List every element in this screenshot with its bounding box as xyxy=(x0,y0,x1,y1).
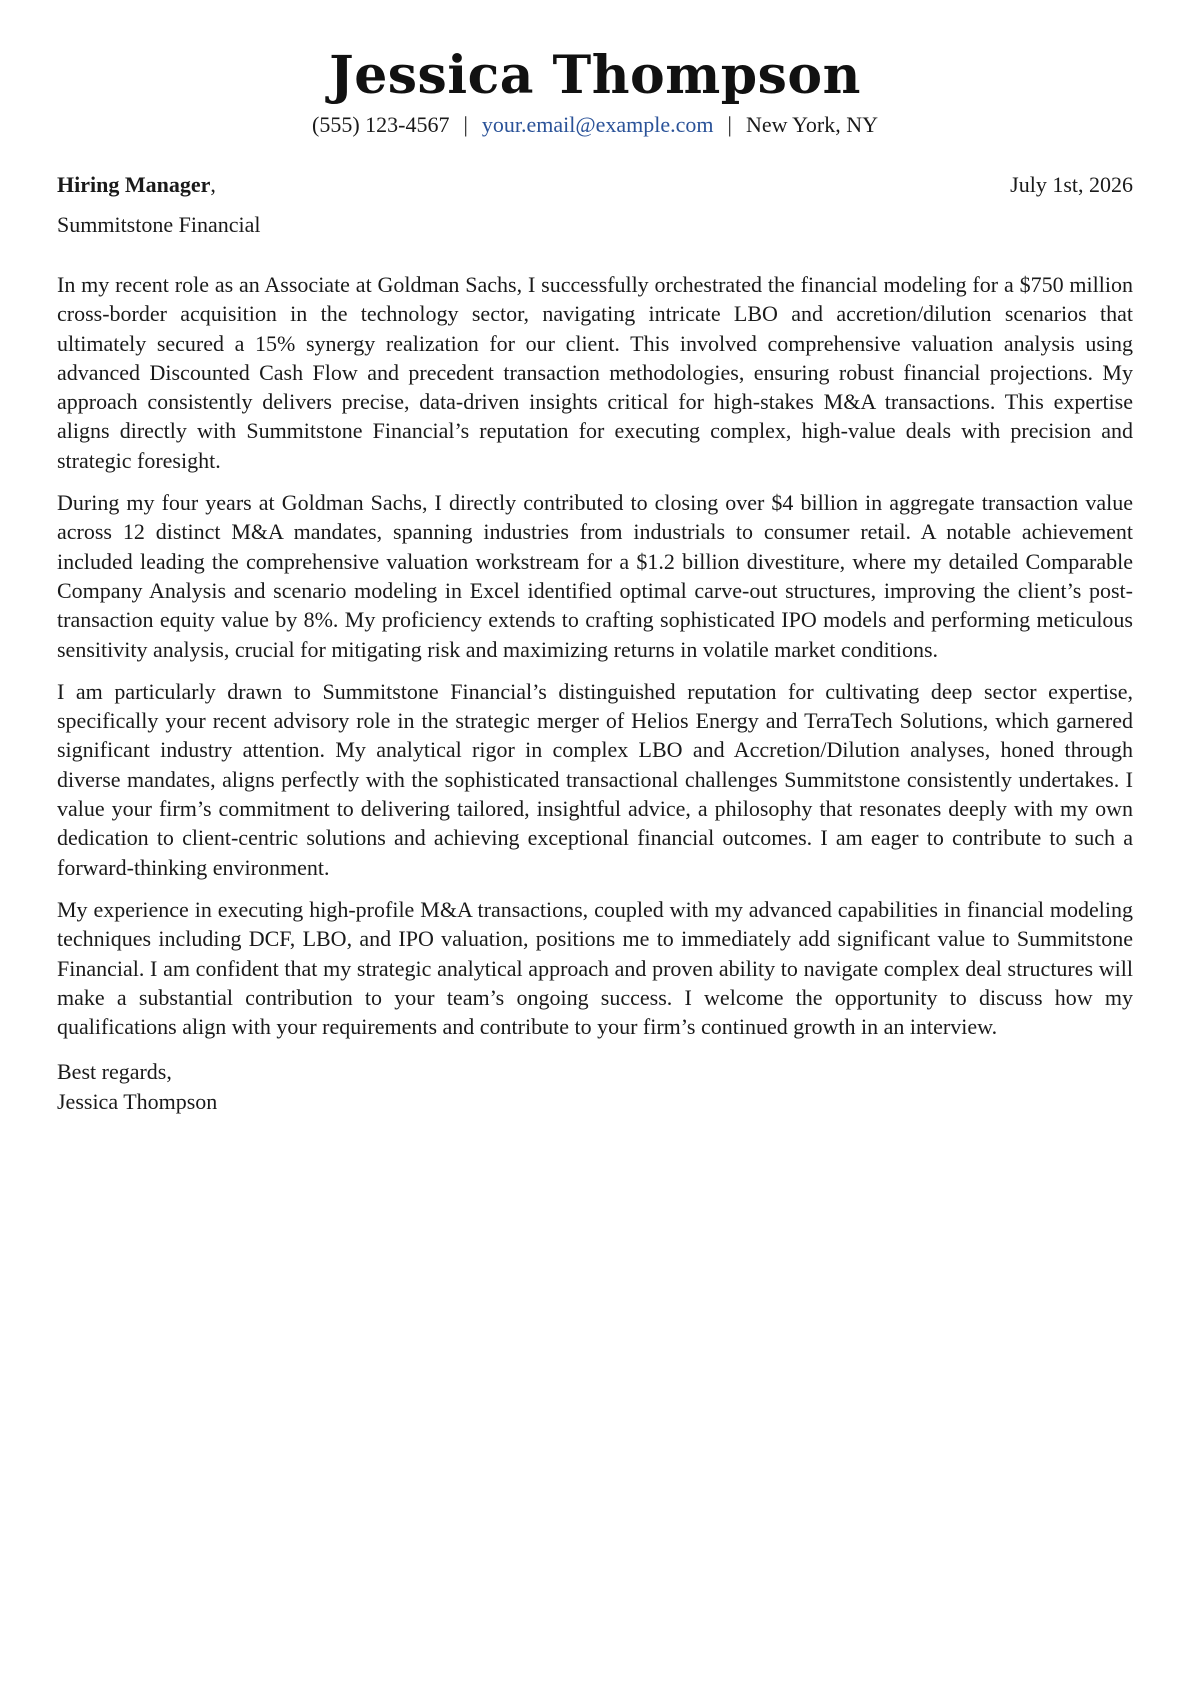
email-link[interactable]: your.email@example.com xyxy=(481,112,714,137)
recipient xyxy=(57,170,216,200)
body-paragraph: In my recent role as an Associate at Goldman Sachs, I successfully orchestrated the financial modeling for a $750 million cross-border acquisition in the technology sector, navigating intricate LBO and accretion/dilution scenarios that ultimately secured a 15% synergy realization for our client. This involved comprehensive valuation analysis using advanced Discounted Cash Flow and precedent transaction methodologies, ensuring robust financial projections. My approach consistently delivers precise, data-driven insights critical for high-stakes M&A transactions. This expertise aligns directly with Summitstone Financial’s reputation for executing complex, high-value deals with precision and strategic foresight. xyxy=(57,272,1133,473)
body-paragraph: I am particularly drawn to Summitstone Financial’s distinguished reputation for cultivating deep sector expertise, specifically your recent advisory role in the strategic merger of Helios Energy and TerraTech Solutions, which garnered significant industry attention. My analytical rigor in complex LBO and Accretion/Dilution analyses, honed through diverse mandates, aligns perfectly with the sophisticated transactional challenges Summitstone consistently undertakes. I value your firm’s commitment to delivering tailored, insightful advice, a philosophy that resonates deeply with my own dedication to client-centric solutions and achieving exceptional financial outcomes. I am eager to contribute to such a forward-thinking environment. xyxy=(57,678,1133,880)
contact-separator: | xyxy=(727,112,732,137)
signature: Jessica Thompson xyxy=(57,1089,218,1115)
phone-number: (555) 123-4567 xyxy=(312,112,450,137)
closing-phrase: Best regards, xyxy=(57,1059,172,1085)
closing-block xyxy=(57,1057,1133,1117)
recipient-name: Hiring Manager xyxy=(57,172,211,197)
body-paragraph: My experience in executing high-profile M&A transactions, coupled with my advanced capabilities in financial modeling techniques including DCF, LBO, and IPO valuation, positions me to immediately add significant value to Summitstone Financial. I am confident that my strategic analytical approach and proven ability to navigate complex deal structures will make a substantial contribution to your team’s ongoing success. I welcome the opportunity to discuss how my qualifications align with your requirements and contribute to your firm’s continued growth in an interview. xyxy=(57,896,1133,1040)
contact-separator: | xyxy=(463,112,468,137)
letter-body xyxy=(57,270,1133,1041)
contact-line xyxy=(57,110,1133,140)
location: New York, NY xyxy=(745,112,878,137)
sender-name: Jessica Thompson xyxy=(329,45,861,106)
recipient-date-row xyxy=(57,170,1133,200)
recipient-suffix: , xyxy=(210,172,216,197)
company-name: Summitstone Financial xyxy=(57,212,261,237)
letter-date: July 1st, 2026 xyxy=(1010,172,1133,197)
body-paragraph: During my four years at Goldman Sachs, I directly contributed to closing over $4 billion in aggregate transaction value across 12 distinct M&A mandates, spanning industries from industrials to consumer retail. A notable achievement included leading the comprehensive valuation workstream for a $1.2 billion divestiture, where my detailed Comparable Company Analysis and scenario modeling in Excel identified optimal carve-out structures, improving the client’s post-transaction equity value by 8%. My proficiency extends to crafting sophisticated IPO models and performing meticulous sensitivity analysis, crucial for mitigating risk and maximizing returns in volatile market conditions. xyxy=(57,490,1133,662)
